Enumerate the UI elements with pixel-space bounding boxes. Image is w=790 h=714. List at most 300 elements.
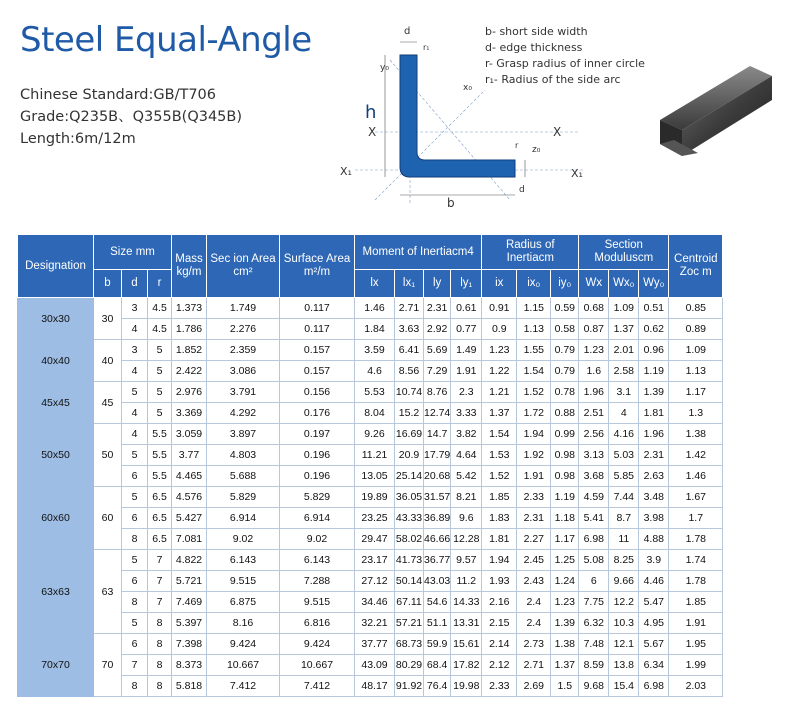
table-cell: 1.38 [551,634,579,655]
table-cell: 0.62 [639,319,669,340]
header-wx0: Wx₀ [609,270,639,298]
table-cell: 0.197 [280,424,355,445]
table-cell: 2.12 [482,655,517,676]
legend-r: r- Grasp radius of inner circle [485,57,645,70]
spec-table-body [18,298,723,697]
label-r: r [515,141,519,150]
table-cell: 5 [148,403,172,424]
table-cell: 16.69 [395,424,424,445]
table-cell: 1.81 [639,403,669,424]
table-cell: 4.88 [639,529,669,550]
table-cell: 12.28 [451,529,482,550]
table-row [18,319,723,340]
spec-grade: Grade:Q235B、Q355B(Q345B) [20,109,243,125]
table-cell: 2.03 [669,676,723,697]
table-cell: 12.74 [424,403,451,424]
table-cell: 2.27 [517,529,551,550]
table-cell: 15.61 [451,634,482,655]
table-cell: 1.15 [517,298,551,319]
b-cell: 70 [94,634,122,697]
table-cell: 4.59 [579,487,609,508]
designation-cell: 30x30 [18,298,94,340]
table-cell: 4.5 [148,298,172,319]
table-cell: 3 [122,340,148,361]
table-cell: 8.76 [424,382,451,403]
table-cell: 9.57 [451,550,482,571]
spec-standard: Chinese Standard:GB/T706 [20,87,216,103]
table-cell: 1.6 [579,361,609,382]
table-cell: 20.68 [424,466,451,487]
table-cell: 0.68 [579,298,609,319]
table-cell: 5.85 [609,466,639,487]
table-cell: 4.5 [148,319,172,340]
table-cell: 2.33 [517,487,551,508]
table-cell: 8.373 [172,655,207,676]
designation-cell: 60x60 [18,487,94,550]
table-cell: 1.85 [482,487,517,508]
table-cell: 2.976 [172,382,207,403]
table-cell: 15.4 [609,676,639,697]
table-cell: 34.46 [355,592,395,613]
table-cell: 9.6 [451,508,482,529]
table-row [18,466,723,487]
legend-b: b- short side width [485,25,588,38]
table-cell: 1.23 [482,340,517,361]
table-row [18,634,723,655]
table-cell: 0.79 [551,361,579,382]
header-surface-area: Surface Area m²/m [280,235,355,298]
table-cell: 2.63 [639,466,669,487]
table-row [18,403,723,424]
table-cell: 0.157 [280,340,355,361]
table-cell: 3.897 [207,424,280,445]
table-cell: 1.91 [669,613,723,634]
table-cell: 1.09 [669,340,723,361]
table-cell: 2.4 [517,592,551,613]
table-cell: 2.31 [424,298,451,319]
table-cell: 0.59 [551,298,579,319]
table-row [18,550,723,571]
table-cell: 8 [122,592,148,613]
table-cell: 0.85 [669,298,723,319]
table-cell: 1.17 [551,529,579,550]
label-z0: z₀ [532,145,541,155]
table-cell: 0.61 [451,298,482,319]
table-row [18,655,723,676]
table-cell: 0.157 [280,361,355,382]
table-cell: 1.786 [172,319,207,340]
table-cell: 4 [122,424,148,445]
table-cell: 1.49 [451,340,482,361]
table-cell: 0.87 [579,319,609,340]
table-cell: 7.081 [172,529,207,550]
table-cell: 6.41 [395,340,424,361]
header-lx1: lx₁ [395,270,424,298]
table-cell: 36.89 [424,508,451,529]
table-cell: 7.398 [172,634,207,655]
table-cell: 1.93 [482,571,517,592]
header-centroid: Centroid Zoc m [669,235,723,298]
spec-table [17,234,723,697]
header-mass: Mass kg/m [172,235,207,298]
table-cell: 1.74 [669,550,723,571]
header-section-area: Sec ion Area cm² [207,235,280,298]
table-cell: 6.816 [280,613,355,634]
table-cell: 1.99 [669,655,723,676]
table-cell: 1.37 [482,403,517,424]
table-cell: 1.52 [517,382,551,403]
header-designation: Designation [18,235,94,298]
table-cell: 7.412 [280,676,355,697]
table-cell: 1.7 [669,508,723,529]
table-cell: 1.19 [551,487,579,508]
table-cell: 4 [122,361,148,382]
table-cell: 4.822 [172,550,207,571]
table-row [18,571,723,592]
legend-r1: r₁- Radius of the side arc [485,73,621,86]
table-row [18,340,723,361]
table-cell: 1.83 [482,508,517,529]
table-cell: 1.81 [482,529,517,550]
table-cell: 0.89 [669,319,723,340]
table-cell: 4.6 [355,361,395,382]
table-cell: 8.16 [207,613,280,634]
table-row [18,445,723,466]
table-cell: 3.1 [609,382,639,403]
table-cell: 6.143 [207,550,280,571]
table-cell: 0.176 [280,403,355,424]
table-cell: 8 [148,655,172,676]
table-cell: 1.5 [551,676,579,697]
table-cell: 3.33 [451,403,482,424]
table-cell: 6.143 [280,550,355,571]
table-cell: 2.4 [517,613,551,634]
table-cell: 19.89 [355,487,395,508]
table-cell: 3.48 [639,487,669,508]
page-title: Steel Equal-Angle [20,20,312,60]
table-cell: 0.51 [639,298,669,319]
table-cell: 6.5 [148,508,172,529]
table-cell: 4.64 [451,445,482,466]
table-row [18,361,723,382]
table-cell: 50.14 [395,571,424,592]
table-cell: 5.688 [207,466,280,487]
table-cell: 9.02 [280,529,355,550]
table-cell: 3 [122,298,148,319]
table-cell: 5 [148,340,172,361]
table-cell: 0.196 [280,466,355,487]
table-cell: 6 [122,571,148,592]
table-cell: 1.19 [639,361,669,382]
table-cell: 1.91 [517,466,551,487]
table-cell: 6.5 [148,487,172,508]
designation-cell: 45x45 [18,382,94,424]
table-cell: 4 [122,403,148,424]
table-cell: 5.67 [639,634,669,655]
designation-cell: 63x63 [18,550,94,634]
table-cell: 4.95 [639,613,669,634]
table-cell: 7.48 [579,634,609,655]
table-cell: 2.73 [517,634,551,655]
table-cell: 11.21 [355,445,395,466]
table-cell: 6.875 [207,592,280,613]
table-cell: 11 [609,529,639,550]
table-cell: 67.11 [395,592,424,613]
header-size: Size mm [94,235,172,270]
table-cell: 9.424 [280,634,355,655]
table-cell: 7 [148,592,172,613]
table-cell: 3.13 [579,445,609,466]
table-cell: 1.37 [609,319,639,340]
table-cell: 8 [122,676,148,697]
legend-d: d- edge thickness [485,41,583,54]
table-cell: 1.52 [482,466,517,487]
table-cell: 9.515 [207,571,280,592]
table-cell: 8 [148,613,172,634]
table-cell: 5.427 [172,508,207,529]
table-cell: 7.29 [424,361,451,382]
table-row [18,298,723,319]
table-cell: 12.2 [609,592,639,613]
table-cell: 1.46 [669,466,723,487]
table-cell: 6.98 [639,676,669,697]
table-cell: 5.5 [148,424,172,445]
header-ix0: ix₀ [517,270,551,298]
designation-cell: 40x40 [18,340,94,382]
table-cell: 0.196 [280,445,355,466]
table-cell: 32.21 [355,613,395,634]
table-cell: 4 [122,319,148,340]
table-cell: 5.03 [609,445,639,466]
table-cell: 6.98 [579,529,609,550]
table-cell: 57.21 [395,613,424,634]
table-cell: 2.359 [207,340,280,361]
table-cell: 2.92 [424,319,451,340]
table-cell: 10.3 [609,613,639,634]
table-cell: 1.09 [609,298,639,319]
table-cell: 4.803 [207,445,280,466]
label-d-right: d [519,185,525,195]
table-cell: 5.47 [639,592,669,613]
table-cell: 54.6 [424,592,451,613]
table-cell: 0.117 [280,319,355,340]
table-cell: 1.39 [639,382,669,403]
table-cell: 0.77 [451,319,482,340]
designation-cell: 70x70 [18,634,94,697]
table-cell: 13.05 [355,466,395,487]
label-r1: r₁ [423,43,430,52]
table-cell: 0.91 [482,298,517,319]
table-cell: 5.829 [207,487,280,508]
table-cell: 1.24 [551,571,579,592]
table-cell: 1.54 [482,424,517,445]
table-cell: 1.22 [482,361,517,382]
table-cell: 2.31 [639,445,669,466]
diagram-legend [485,24,645,88]
table-cell: 8 [122,529,148,550]
header-wx: Wx [579,270,609,298]
b-cell: 50 [94,424,122,487]
table-cell: 5.08 [579,550,609,571]
table-cell: 5 [148,361,172,382]
table-cell: 1.373 [172,298,207,319]
table-cell: 20.9 [395,445,424,466]
table-cell: 1.78 [669,529,723,550]
table-cell: 23.25 [355,508,395,529]
table-cell: 4.576 [172,487,207,508]
header-ly1: ly₁ [451,270,482,298]
table-cell: 2.71 [395,298,424,319]
table-cell: 1.13 [517,319,551,340]
header-moment: Moment of Inertiacm4 [355,235,482,270]
table-cell: 0.96 [639,340,669,361]
table-cell: 1.95 [669,634,723,655]
table-cell: 7.412 [207,676,280,697]
table-cell: 36.05 [395,487,424,508]
table-cell: 10.74 [395,382,424,403]
header-d: d [122,270,148,298]
table-cell: 3.68 [579,466,609,487]
spec-list [20,84,242,150]
label-x-left: X [368,125,377,139]
table-cell: 2.422 [172,361,207,382]
table-cell: 8 [148,676,172,697]
table-cell: 1.37 [551,655,579,676]
table-cell: 13.31 [451,613,482,634]
table-cell: 0.117 [280,298,355,319]
b-cell: 40 [94,340,122,382]
table-cell: 2.58 [609,361,639,382]
table-cell: 6.32 [579,613,609,634]
table-cell: 80.29 [395,655,424,676]
table-cell: 17.82 [451,655,482,676]
table-cell: 3.059 [172,424,207,445]
table-row [18,487,723,508]
table-cell: 5.5 [148,445,172,466]
table-cell: 5 [122,445,148,466]
table-cell: 6.34 [639,655,669,676]
table-cell: 3.086 [207,361,280,382]
table-cell: 2.45 [517,550,551,571]
table-cell: 5.5 [148,466,172,487]
table-cell: 2.51 [579,403,609,424]
table-row [18,613,723,634]
table-cell: 3.82 [451,424,482,445]
table-cell: 9.66 [609,571,639,592]
table-cell: 1.42 [669,445,723,466]
table-cell: 0.78 [551,382,579,403]
b-cell: 45 [94,382,122,424]
table-cell: 23.17 [355,550,395,571]
table-cell: 1.67 [669,487,723,508]
table-cell: 9.26 [355,424,395,445]
table-cell: 6 [122,466,148,487]
table-cell: 2.56 [579,424,609,445]
table-cell: 19.98 [451,676,482,697]
table-cell: 5.721 [172,571,207,592]
table-cell: 3.9 [639,550,669,571]
table-cell: 6 [122,634,148,655]
table-cell: 2.43 [517,571,551,592]
table-cell: 1.852 [172,340,207,361]
table-cell: 7.75 [579,592,609,613]
table-cell: 2.71 [517,655,551,676]
table-cell: 5 [122,550,148,571]
table-cell: 2.276 [207,319,280,340]
table-cell: 5.53 [355,382,395,403]
table-cell: 3.369 [172,403,207,424]
table-cell: 1.13 [669,361,723,382]
table-cell: 1.46 [355,298,395,319]
header-radius: Radius of Inertiacm [482,235,579,270]
header-r: r [148,270,172,298]
b-cell: 60 [94,487,122,550]
table-cell: 7.288 [280,571,355,592]
table-cell: 76.4 [424,676,451,697]
table-cell: 2.33 [482,676,517,697]
table-cell: 1.94 [482,550,517,571]
table-cell: 0.58 [551,319,579,340]
table-cell: 15.2 [395,403,424,424]
table-cell: 8.25 [609,550,639,571]
table-cell: 9.68 [579,676,609,697]
table-row [18,508,723,529]
table-cell: 4.292 [207,403,280,424]
table-cell: 10.667 [207,655,280,676]
table-cell: 5 [122,382,148,403]
table-cell: 1.749 [207,298,280,319]
table-cell: 1.53 [482,445,517,466]
table-cell: 1.94 [517,424,551,445]
table-cell: 2.14 [482,634,517,655]
table-cell: 68.73 [395,634,424,655]
table-cell: 6 [579,571,609,592]
table-cell: 7 [148,571,172,592]
label-x1-right: X₁ [571,167,583,180]
table-cell: 12.1 [609,634,639,655]
table-cell: 1.21 [482,382,517,403]
table-cell: 4 [609,403,639,424]
table-cell: 3.791 [207,382,280,403]
table-cell: 14.7 [424,424,451,445]
table-cell: 1.54 [517,361,551,382]
table-cell: 8.04 [355,403,395,424]
table-cell: 2.31 [517,508,551,529]
table-cell: 6 [122,508,148,529]
header-b: b [94,270,122,298]
table-row [18,592,723,613]
table-cell: 5 [148,382,172,403]
table-cell: 4.465 [172,466,207,487]
table-cell: 6.914 [280,508,355,529]
table-cell: 1.17 [669,382,723,403]
table-cell: 48.17 [355,676,395,697]
table-cell: 0.156 [280,382,355,403]
table-cell: 58.02 [395,529,424,550]
designation-cell: 50x50 [18,424,94,487]
table-cell: 31.57 [424,487,451,508]
table-cell: 36.77 [424,550,451,571]
header-wy0: Wy₀ [639,270,669,298]
b-cell: 63 [94,550,122,634]
table-row [18,424,723,445]
table-cell: 3.98 [639,508,669,529]
table-cell: 1.92 [517,445,551,466]
table-cell: 3.59 [355,340,395,361]
table-cell: 0.79 [551,340,579,361]
table-cell: 37.77 [355,634,395,655]
label-y0: y₀ [380,63,389,73]
